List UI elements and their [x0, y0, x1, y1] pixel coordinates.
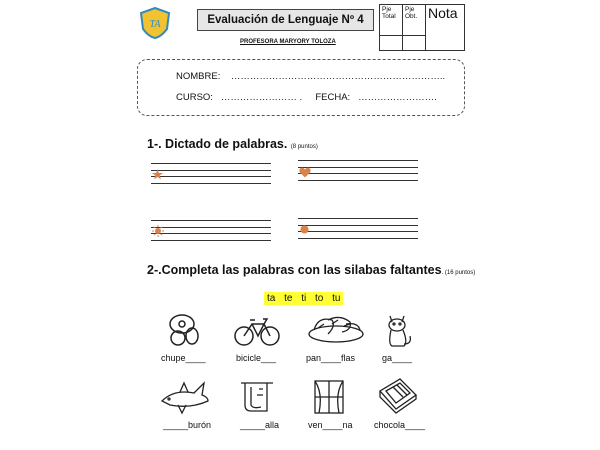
- total-label-2: Total: [382, 13, 396, 20]
- word-blank-7[interactable]: ven____na: [308, 420, 353, 430]
- total-label-1: Pje: [382, 6, 392, 13]
- section1-heading: 1-. Dictado de palabras.: [147, 137, 288, 151]
- name-label: NOMBRE:: [176, 71, 221, 82]
- window-icon: [309, 377, 349, 417]
- name-row[interactable]: [176, 71, 445, 82]
- section2-title: [147, 263, 475, 277]
- obt-label-1: Pje: [405, 6, 415, 13]
- total-score-cell[interactable]: [380, 5, 403, 36]
- obtained-score-cell[interactable]: [403, 5, 426, 36]
- course-label: CURSO:: [176, 92, 213, 103]
- obtained-score-value[interactable]: [403, 36, 426, 51]
- score-table: [379, 4, 465, 51]
- towel-icon: [239, 377, 275, 417]
- school-logo: [139, 7, 171, 39]
- syllables-highlight: ta te ti to tu: [264, 292, 343, 305]
- cat-icon: [378, 310, 418, 350]
- student-info-box: [137, 59, 465, 116]
- section1-points: (8 puntos): [290, 144, 318, 150]
- writing-lines-1[interactable]: [151, 163, 271, 183]
- course-date-row: [176, 92, 437, 103]
- grade-cell[interactable]: [426, 5, 465, 51]
- sun-icon: [152, 225, 164, 237]
- date-label: FECHA:: [315, 92, 351, 103]
- pancakes-icon: [306, 308, 366, 348]
- circle-icon: [300, 225, 309, 234]
- name-field[interactable]: …………………………………………………………..: [230, 71, 446, 82]
- section2-heading: 2-.Completa las palabras con las silabas faltantes: [147, 263, 442, 277]
- bicycle-icon: [232, 310, 282, 350]
- chocolate-icon: [376, 375, 420, 415]
- word-blank-1[interactable]: chupe____: [161, 353, 206, 363]
- word-blank-3[interactable]: pan____flas: [306, 353, 356, 363]
- word-blank-8[interactable]: chocola____: [374, 420, 426, 430]
- logo-text: TA: [149, 19, 161, 30]
- writing-lines-4[interactable]: [298, 218, 418, 238]
- star-icon: [152, 169, 163, 180]
- word-blank-4[interactable]: ga____: [382, 353, 413, 363]
- obt-label-2: Obt.: [405, 13, 418, 20]
- shark-icon: [160, 377, 210, 417]
- word-blank-2[interactable]: bicicle___: [236, 353, 277, 363]
- total-score-value[interactable]: [380, 36, 403, 51]
- section1-title: [147, 137, 318, 151]
- writing-lines-2[interactable]: [298, 160, 418, 180]
- heart-icon: [299, 167, 311, 178]
- writing-lines-3[interactable]: [151, 220, 271, 240]
- date-field[interactable]: …………………….: [358, 92, 437, 103]
- nota-label: Nota: [428, 5, 458, 21]
- exam-title: Evaluación de Lenguaje Nº 4: [197, 9, 374, 31]
- word-blank-6[interactable]: _____alla: [240, 420, 280, 430]
- pacifier-icon: [160, 310, 210, 350]
- teacher-name: PROFESORA MARYORY TOLOZA: [240, 39, 336, 45]
- section2-points: . (16 puntos): [441, 270, 476, 276]
- course-field[interactable]: …………………… .: [220, 92, 303, 103]
- word-blank-5[interactable]: _____burón: [163, 420, 212, 430]
